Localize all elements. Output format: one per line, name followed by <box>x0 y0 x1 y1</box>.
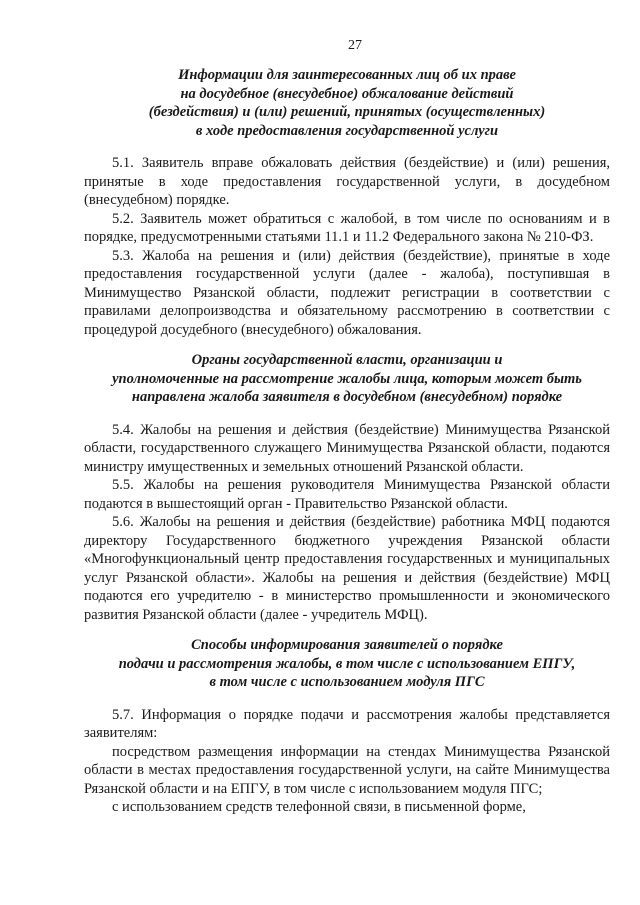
paragraph-5-4: 5.4. Жалобы на решения и действия (бездействие) Минимущества Рязанской области, государственного служащего Минимущества Рязанской области, подаются министру имущественных и земельных отношений Рязанской области. <box>84 421 610 475</box>
heading-line: направлена жалоба заявителя в досудебном (внесудебном) порядке <box>131 389 563 405</box>
paragraph-5-5: 5.5. Жалобы на решения руководителя Минимущества Рязанской области подаются в вышестоящий орган - Правительство Рязанской области. <box>84 477 610 512</box>
heading-line: подачи и рассмотрения жалобы, в том числе с использованием ЕПГУ, <box>118 655 576 672</box>
section-heading-appeal-rights <box>84 66 610 140</box>
heading-line: (бездействия) и (или) решений, принятых (осуществленных) <box>148 104 546 120</box>
paragraph-5-2: 5.2. Заявитель может обратиться с жалобой, в том числе по основаниям и в порядке, предусмотренными статьями 11.1 и 11.2 Федерального закона № 210-ФЗ. <box>84 210 610 245</box>
heading-line: в том числе с использованием модуля ПГС <box>209 674 485 690</box>
heading-line: Информации для заинтересованных лиц об их праве <box>178 67 516 83</box>
paragraph-5-6: 5.6. Жалобы на решения и действия (бездействие) работника МФЦ подаются директору Государственного бюджетного учреждения Рязанской области «Многофункциональный центр предоставления государственных и муниципальных услуг Рязанской области». Жалобы на решения и действия (бездействие) МФЦ подаются его учредителю - в министерство промышленности и экономического развития Рязанской области (далее - учредитель МФЦ). <box>84 514 610 623</box>
heading-line: в ходе предоставления государственной услуги <box>195 122 499 139</box>
heading-line: на досудебное (внесудебное) обжалование действий <box>180 85 514 102</box>
page-number: 27 <box>348 38 362 53</box>
section-heading-information-methods <box>84 636 610 692</box>
paragraph-5-1: 5.1. Заявитель вправе обжаловать действия (бездействие) и (или) решения, принятые в ходе предоставления государственной услуги, в досудебном (внесудебном) порядке. <box>84 155 610 208</box>
paragraph-telephone: с использованием средств телефонной связи, в письменной форме, <box>112 799 526 815</box>
heading-line: Органы государственной власти, организации и <box>191 352 503 368</box>
paragraph-5-3: 5.3. Жалоба на решения и (или) действия (бездействие), принятые в ходе предоставления государственной услуги (далее - жалоба), поступившая в Минимущество Рязанской области, подлежит регистрации в соответствии с правилами делопроизводства и обязательному рассмотрению в соответствии с процедурой досудебного (внесудебного) обжалования. <box>84 247 610 338</box>
heading-line: уполномоченные на рассмотрение жалобы лица, которым может быть <box>112 370 582 387</box>
heading-line: Способы информирования заявителей о порядке <box>191 637 503 653</box>
paragraph-stands: посредством размещения информации на стендах Минимущества Рязанской области в местах предоставления государственной услуги, на сайте Минимущества Рязанской области и на ЕПГУ, в том числе с использованием модуля ПГС; <box>84 743 610 797</box>
paragraph-5-7: 5.7. Информация о порядке подачи и рассмотрения жалобы представляется заявителям: <box>84 706 610 741</box>
section-heading-authorities <box>84 351 610 407</box>
